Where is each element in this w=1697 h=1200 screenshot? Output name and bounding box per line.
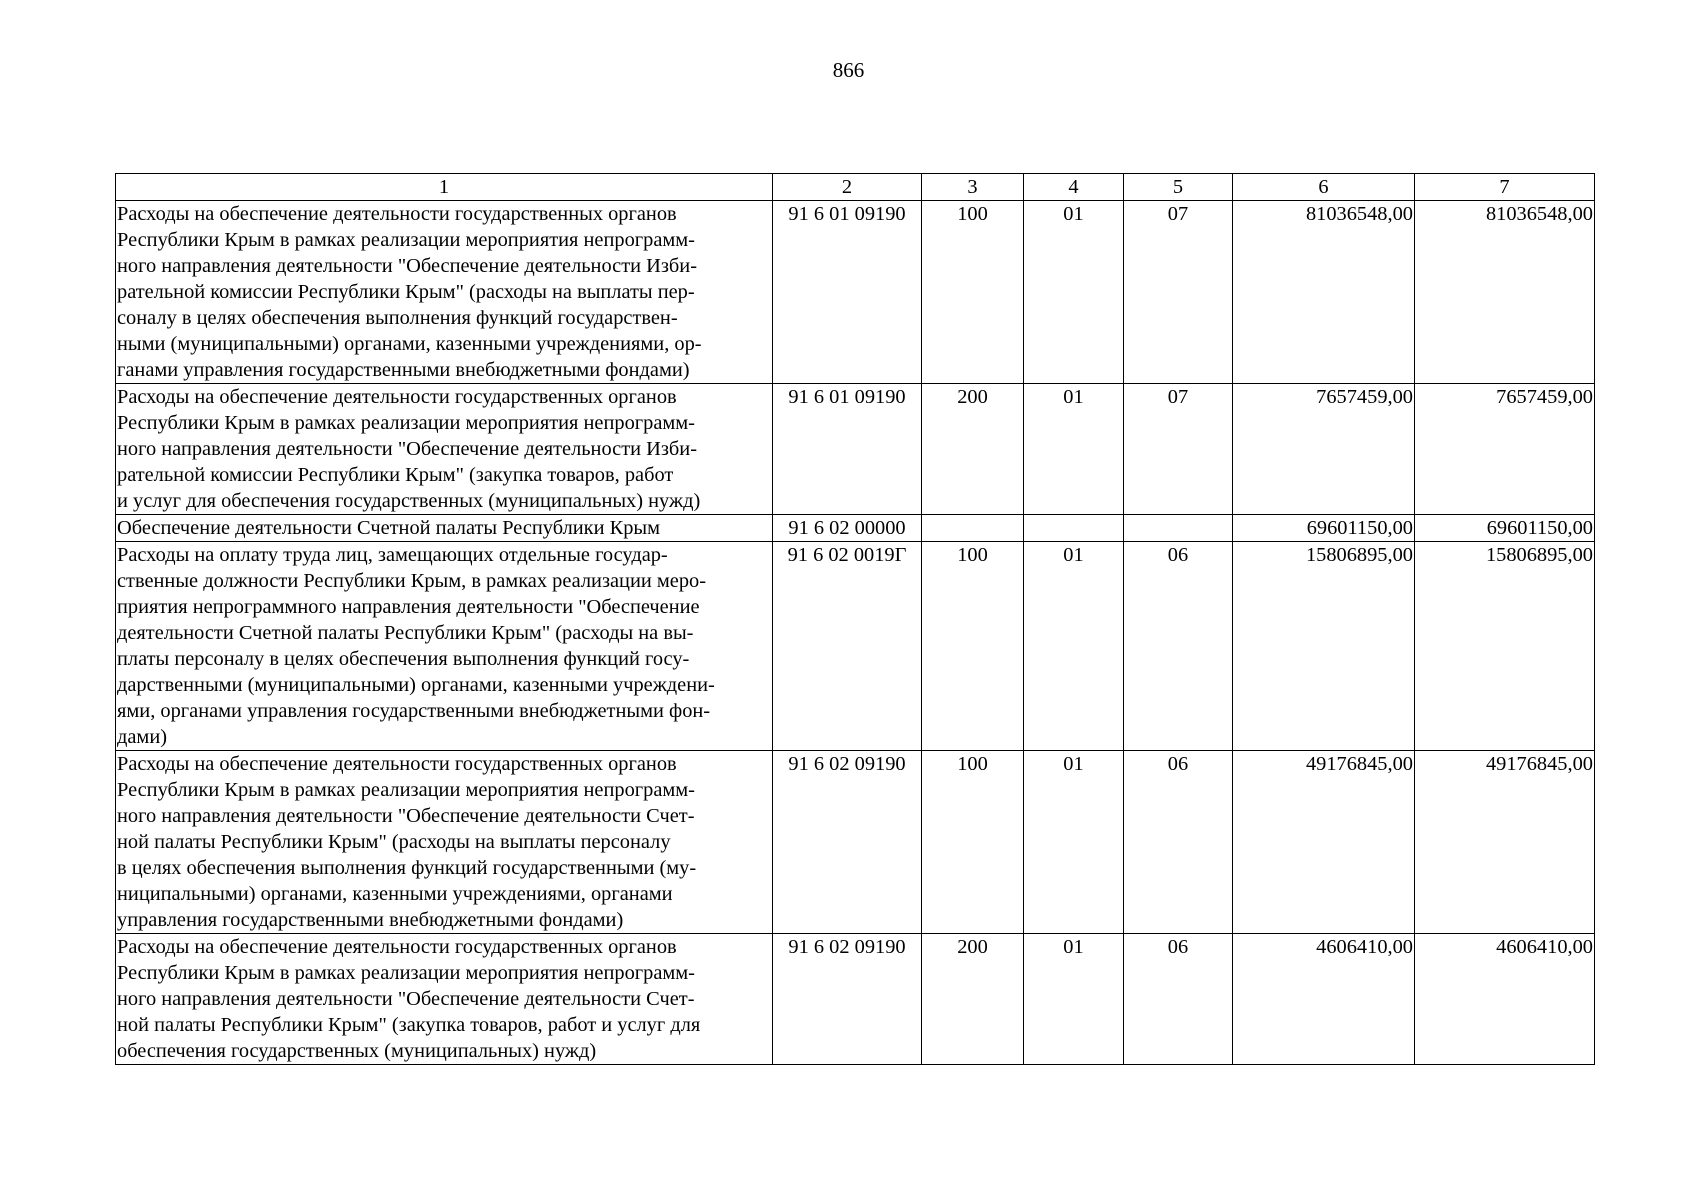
row-target-code: 91 6 02 09190 xyxy=(773,934,922,1065)
row-name: Расходы на оплату труда лиц, замещающих отдельные государ- ственные должности Республики Крым, в рамках реализации меро- приятия непрограммного направления деятельности "Обеспечение деятельности Счетной палаты Республики Крым" (расходы на вы- платы персоналу в целях обеспечения выполнения функций госу- дарственными (муниципальными) органами, казенными учреждени- ями, органами управления государственными внебюджетными фон- дами) xyxy=(116,542,773,751)
row-amount-year-2: 69601150,00 xyxy=(1415,515,1595,542)
row-subsection: 06 xyxy=(1124,751,1233,934)
header-row xyxy=(116,174,1595,201)
column-header-4: 4 xyxy=(1024,174,1124,201)
row-amount-year-1: 4606410,00 xyxy=(1233,934,1415,1065)
column-header-1: 1 xyxy=(116,174,773,201)
row-amount-year-2: 81036548,00 xyxy=(1415,201,1595,384)
row-name: Расходы на обеспечение деятельности государственных органов Республики Крым в рамках реализации мероприятия непрограмм- ного направления деятельности "Обеспечение деятельности Счет- ной палаты Республики Крым" (расходы на выплаты персоналу в целях обеспечения выполнения функций государственными (му- ниципальными) органами, казенными учреждениями, органами управления государственными внебюджетными фондами) xyxy=(116,751,773,934)
row-amount-year-2: 15806895,00 xyxy=(1415,542,1595,751)
table-row xyxy=(116,751,1595,934)
table-row xyxy=(116,934,1595,1065)
row-amount-year-2: 4606410,00 xyxy=(1415,934,1595,1065)
column-header-6: 6 xyxy=(1233,174,1415,201)
row-subsection xyxy=(1124,515,1233,542)
row-expense-type xyxy=(922,515,1024,542)
row-target-code: 91 6 02 0019Г xyxy=(773,542,922,751)
row-section: 01 xyxy=(1024,201,1124,384)
row-amount-year-2: 7657459,00 xyxy=(1415,384,1595,515)
row-expense-type: 100 xyxy=(922,542,1024,751)
column-header-2: 2 xyxy=(773,174,922,201)
column-header-5: 5 xyxy=(1124,174,1233,201)
row-section: 01 xyxy=(1024,542,1124,751)
row-section: 01 xyxy=(1024,934,1124,1065)
row-expense-type: 200 xyxy=(922,934,1024,1065)
row-name: Расходы на обеспечение деятельности государственных органов Республики Крым в рамках реализации мероприятия непрограмм- ного направления деятельности "Обеспечение деятельности Изби- рательной комиссии Республики Крым" (закупка товаров, работ и услуг для обеспечения государственных (муниципальных) нужд) xyxy=(116,384,773,515)
row-name: Расходы на обеспечение деятельности государственных органов Республики Крым в рамках реализации мероприятия непрограмм- ного направления деятельности "Обеспечение деятельности Изби- рательной комиссии Республики Крым" (расходы на выплаты пер- соналу в целях обеспечения выполнения функций государствен- ными (муниципальными) органами, казенными учреждениями, ор- ганами управления государственными внебюджетными фондами) xyxy=(116,201,773,384)
row-target-code: 91 6 01 09190 xyxy=(773,384,922,515)
row-amount-year-1: 81036548,00 xyxy=(1233,201,1415,384)
row-amount-year-1: 15806895,00 xyxy=(1233,542,1415,751)
row-amount-year-2: 49176845,00 xyxy=(1415,751,1595,934)
column-header-7: 7 xyxy=(1415,174,1595,201)
column-header-3: 3 xyxy=(922,174,1024,201)
table-row xyxy=(116,515,1595,542)
row-section: 01 xyxy=(1024,384,1124,515)
row-subsection: 07 xyxy=(1124,384,1233,515)
row-subsection: 06 xyxy=(1124,542,1233,751)
row-target-code: 91 6 01 09190 xyxy=(773,201,922,384)
page-number: 866 xyxy=(832,58,865,82)
row-expense-type: 100 xyxy=(922,201,1024,384)
row-amount-year-1: 7657459,00 xyxy=(1233,384,1415,515)
row-subsection: 07 xyxy=(1124,201,1233,384)
table-row xyxy=(116,542,1595,751)
row-expense-type: 200 xyxy=(922,384,1024,515)
row-target-code: 91 6 02 00000 xyxy=(773,515,922,542)
row-amount-year-1: 69601150,00 xyxy=(1233,515,1415,542)
row-amount-year-1: 49176845,00 xyxy=(1233,751,1415,934)
row-section: 01 xyxy=(1024,751,1124,934)
row-section xyxy=(1024,515,1124,542)
row-subsection: 06 xyxy=(1124,934,1233,1065)
budget-table xyxy=(115,173,1595,1065)
table-row xyxy=(116,201,1595,384)
table-row xyxy=(116,384,1595,515)
row-target-code: 91 6 02 09190 xyxy=(773,751,922,934)
row-expense-type: 100 xyxy=(922,751,1024,934)
row-name: Обеспечение деятельности Счетной палаты Республики Крым xyxy=(116,515,773,542)
row-name: Расходы на обеспечение деятельности государственных органов Республики Крым в рамках реализации мероприятия непрограмм- ного направления деятельности "Обеспечение деятельности Счет- ной палаты Республики Крым" (закупка товаров, работ и услуг для обеспечения государственных (муниципальных) нужд) xyxy=(116,934,773,1065)
